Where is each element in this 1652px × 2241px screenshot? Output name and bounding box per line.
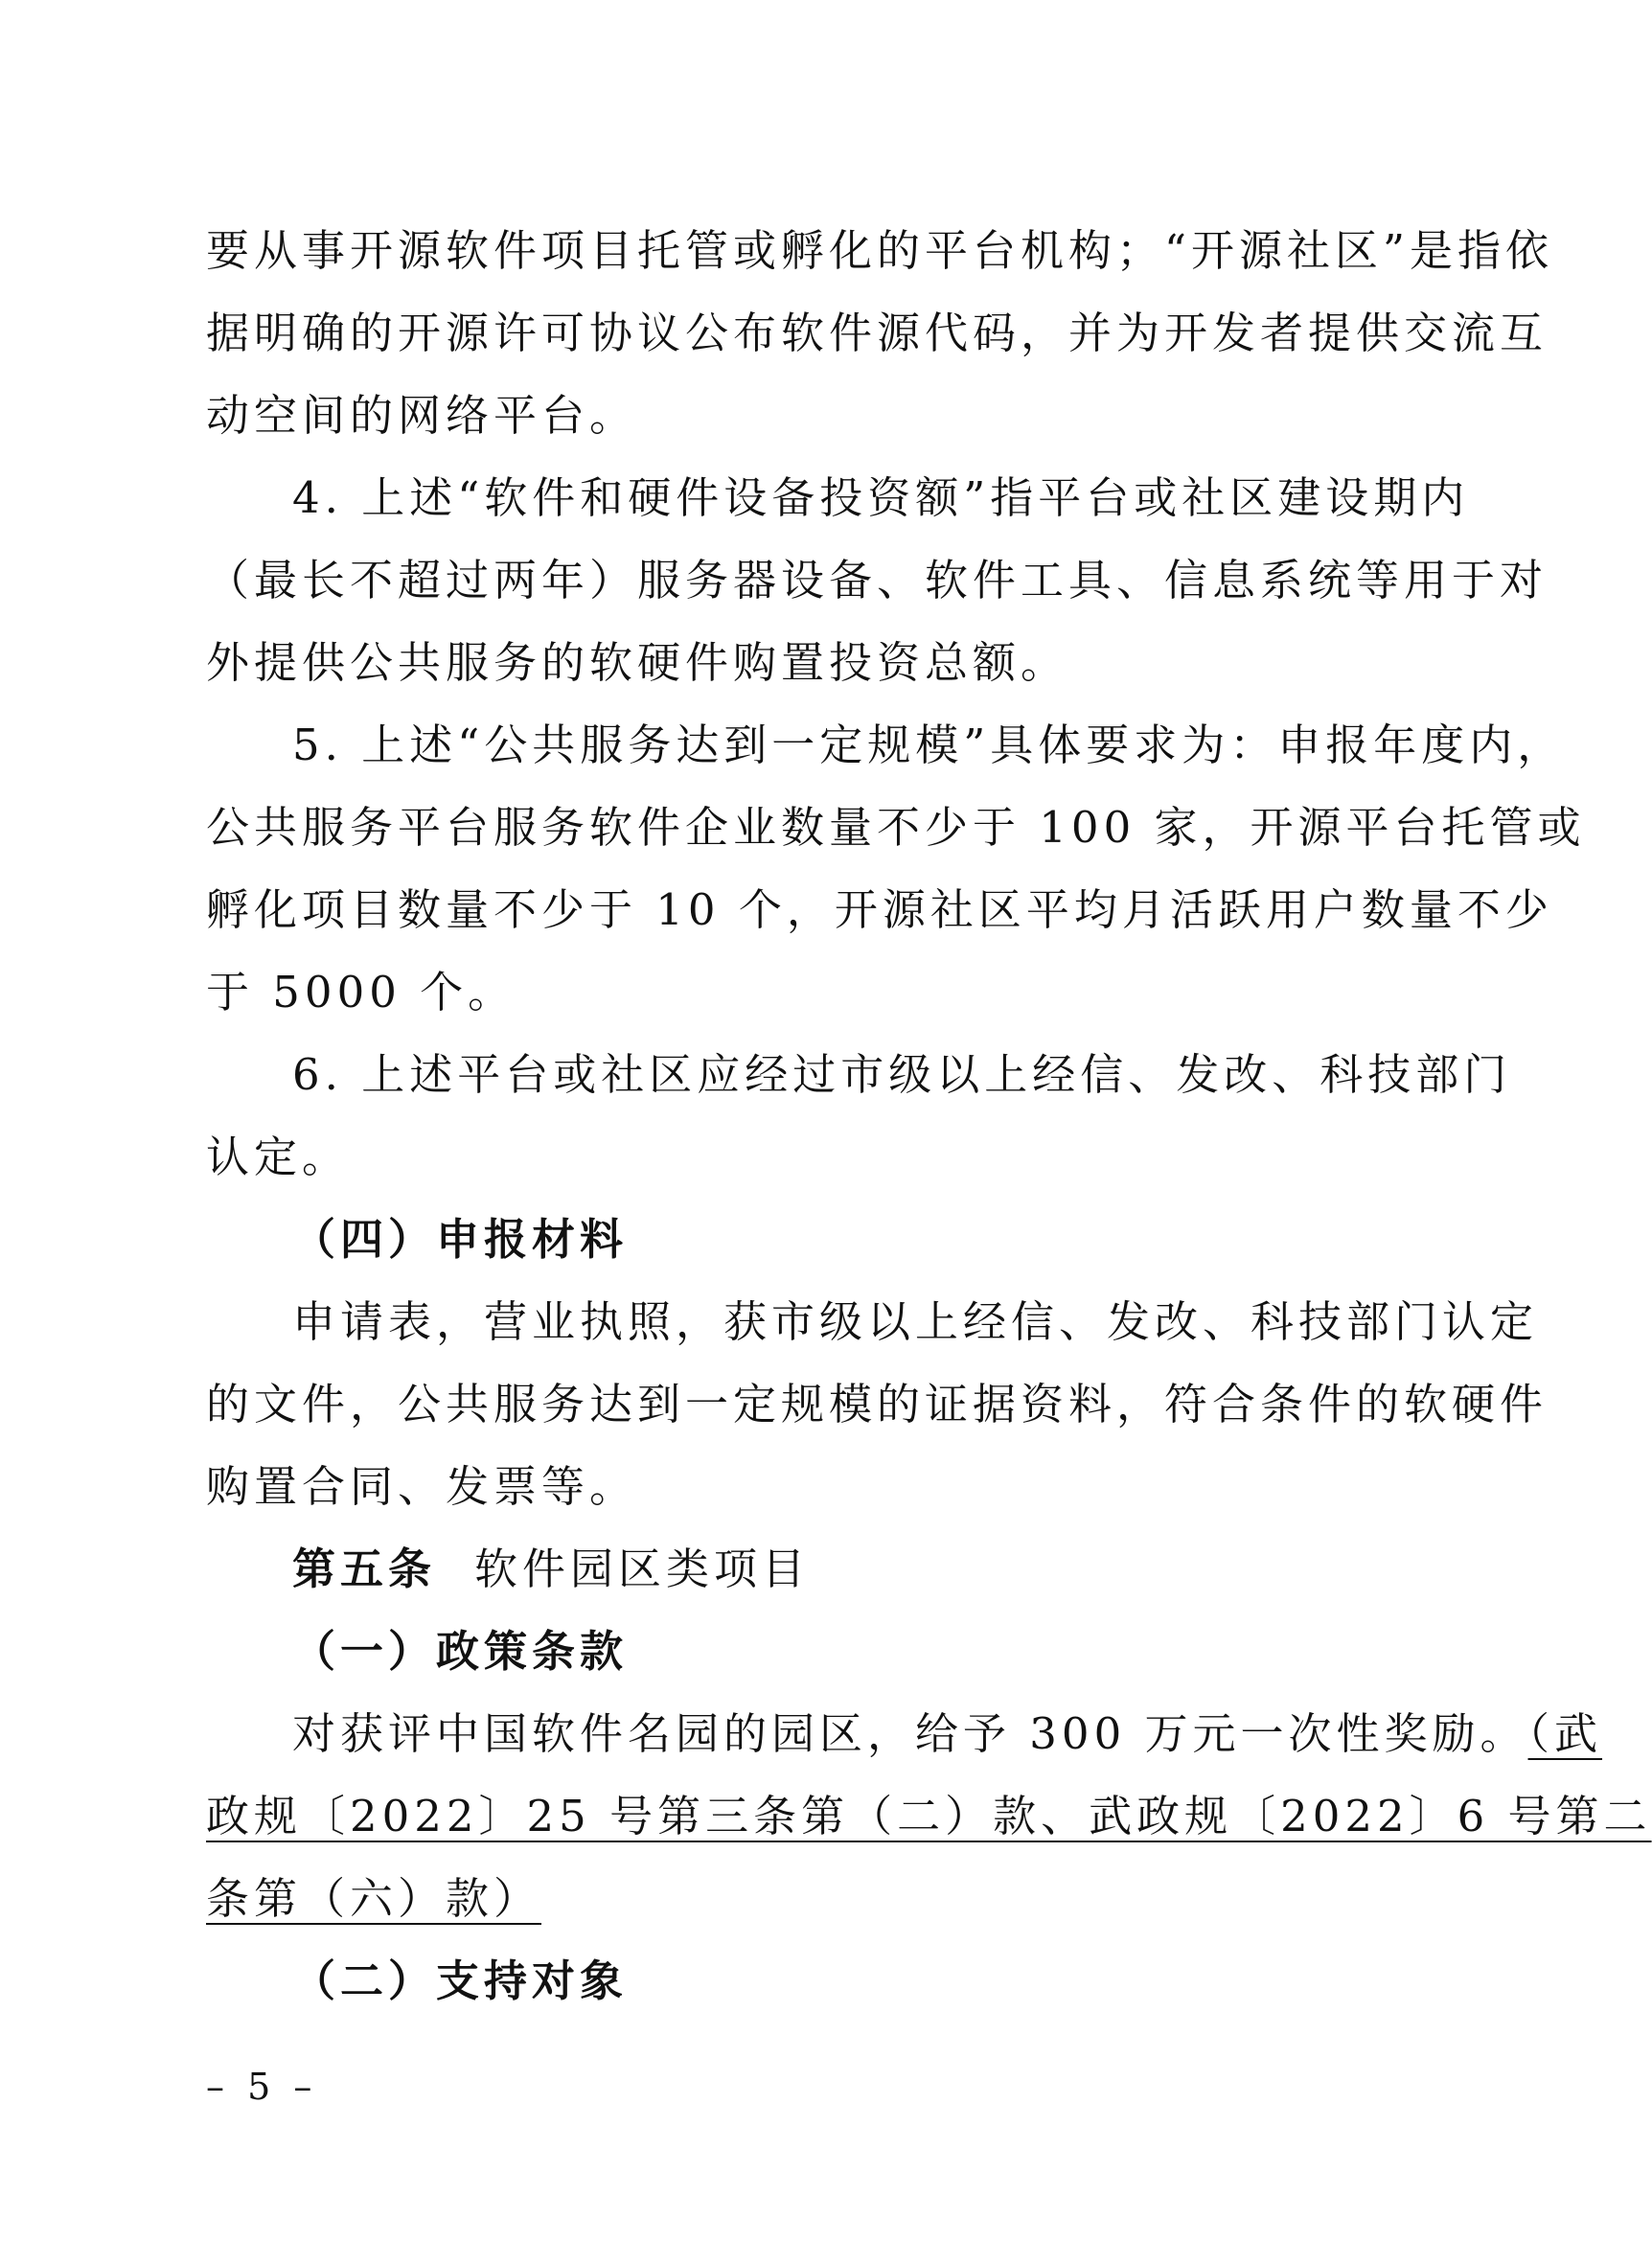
body-line: 据明确的开源许可协议公布软件源代码，并为开发者提供交流互 xyxy=(206,308,1549,358)
section-heading: （四）申报材料 xyxy=(292,1214,629,1265)
article-number: 第五条 xyxy=(292,1544,437,1594)
body-line xyxy=(292,1705,1603,1763)
policy-citation: 条第（六）款） xyxy=(206,1873,542,1924)
body-line: 于 5000 个。 xyxy=(206,967,516,1018)
article-heading xyxy=(292,1541,1385,1598)
policy-citation: 政规〔2022〕25 号第三条第（二）款、武政规〔2022〕6 号第二 xyxy=(206,1791,1652,1841)
body-line: 6. 上述平台或社区应经过市级以上经信、发改、科技部门 xyxy=(292,1049,1512,1100)
body-line: 认定。 xyxy=(206,1132,351,1182)
body-line: 购置合同、发票等。 xyxy=(206,1461,638,1512)
page-number: – 5 – xyxy=(206,2066,318,2108)
body-line: 孵化项目数量不少于 10 个，开源社区平均月活跃用户数量不少 xyxy=(206,884,1553,935)
article-title: 软件园区类项目 xyxy=(474,1544,811,1594)
policy-citation: （武 xyxy=(1527,1708,1603,1759)
body-line: 公共服务平台服务软件企业数量不少于 100 家，开源平台托管或 xyxy=(206,802,1586,853)
body-line: （最长不超过两年）服务器设备、软件工具、信息系统等用于对 xyxy=(206,555,1549,606)
policy-text: 对获评中国软件名园的园区，给予 300 万元一次性奖励。 xyxy=(292,1708,1528,1759)
body-line: 申请表，营业执照，获市级以上经信、发改、科技部门认定 xyxy=(292,1296,1539,1347)
body-line: 4. 上述“软件和硬件设备投资额”指平台或社区建设期内 xyxy=(292,472,1470,523)
body-line: 的文件，公共服务达到一定规模的证据资料，符合条件的软硬件 xyxy=(206,1379,1549,1429)
section-heading: （二）支持对象 xyxy=(292,1955,629,2006)
body-line: 5. 上述“公共服务达到一定规模”具体要求为：申报年度内， xyxy=(292,720,1566,770)
section-heading: （一）政策条款 xyxy=(292,1626,629,1677)
body-line: 外提供公共服务的软硬件购置投资总额。 xyxy=(206,637,1069,688)
policy-citation-end xyxy=(206,1870,1385,1928)
body-line: 要从事开源软件项目托管或孵化的平台机构；“开源社区”是指依 xyxy=(206,225,1554,276)
body-line: 动空间的网络平台。 xyxy=(206,390,638,441)
